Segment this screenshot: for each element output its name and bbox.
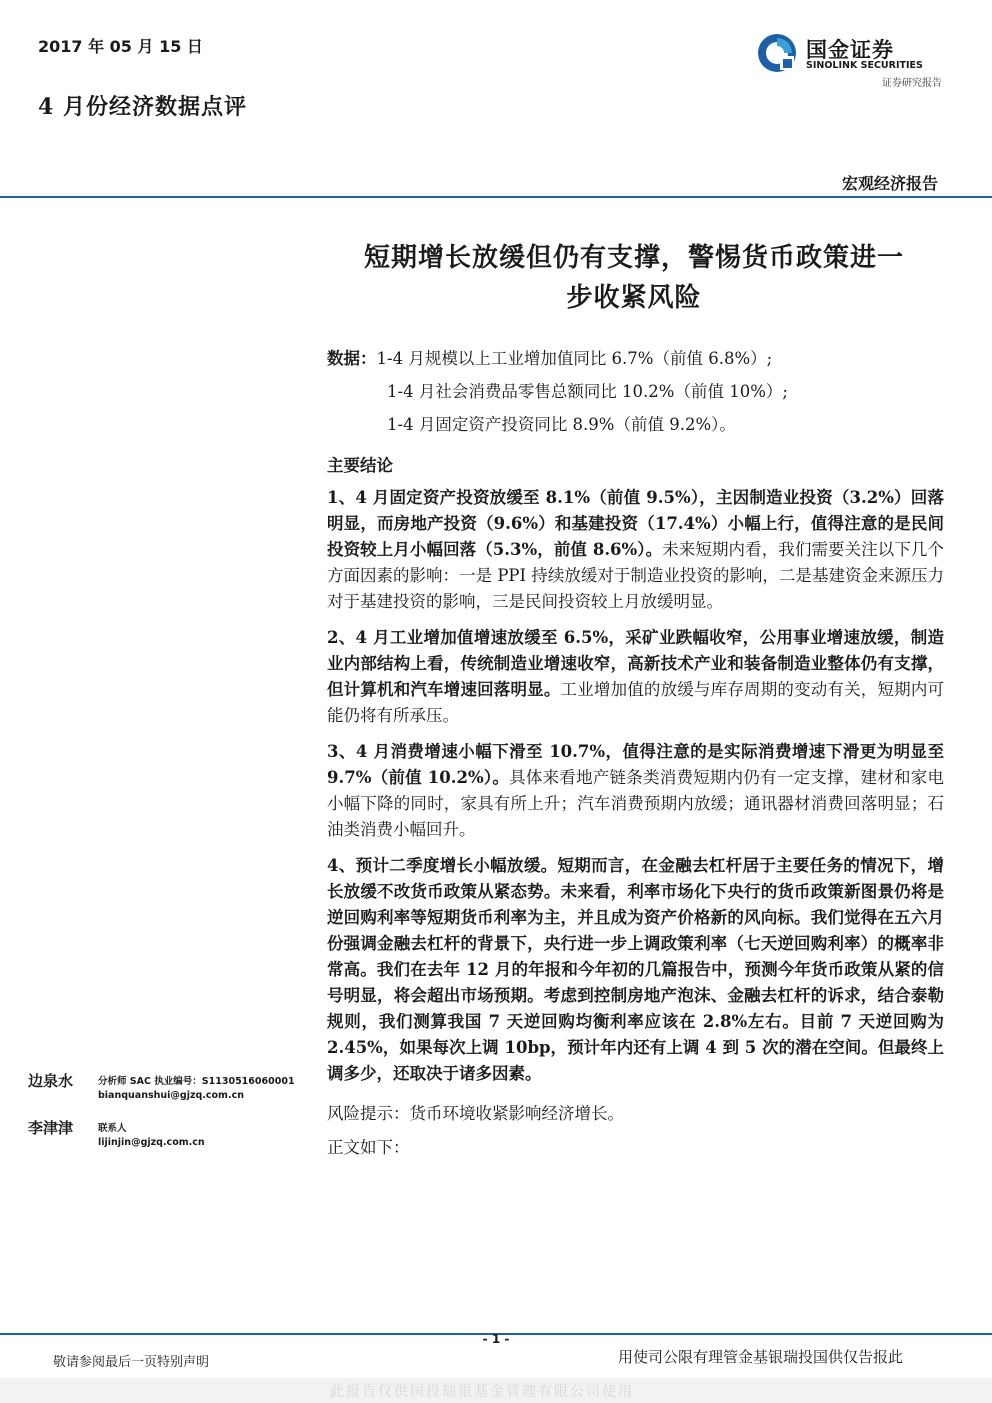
conclusion-key-point: 1、4 月固定资产投资放缓至 8.1%（前值 9.5%），主因制造业投资（3.2%）回落明显，而房地产投资（9.6%）和基建投资（17.4%）小幅上行，值得注意的是民间投资较上月小幅回落（5.3%，前值 8.6%）。 <box>327 488 944 559</box>
conclusion-detail: 工业增加值的放缓与库存周期的变动有关，短期内可能仍将有所承压。 <box>327 680 945 725</box>
conclusion-key-point: 4、预计二季度增长小幅放缓。短期而言，在金融去杠杆居于主要任务的情况下，增长放缓不改货币政策从紧态势。未来看，利率市场化下央行的货币政策新图景仍将是逆回购利率等短期货币利率为主，并且成为资产价格新的风向标。我们觉得在五六月份强调金融去杠杆的背景下，央行进一步上调政策利率（七天逆回购利率）的概率非常高。我们在去年 12 月的年报和今年初的几篇报告中，预测今年货币政策从紧的信号明显，将会超出市场预期。考虑到控制房地产泡沫、金融去杠杆的诉求，结合泰勒规则，我们测算我国 7 天逆回购均衡利率应该在 2.8%左右。目前 7 天逆回购为 2.45%，如果每次上调 10bp，预计年内还有上调 4 到 5 次的潜在空间。但最终上调多少，还取决于诸多因素。 <box>327 856 944 1083</box>
data-line: 1-4 月固定资产投资同比 8.9%（前值 9.2%）。 <box>387 415 736 434</box>
conclusion-key-point: 3、4 月消费增速小幅下滑至 10.7%，值得注意的是实际消费增速下滑更为明显至 9.7%（前值 10.2%）。 <box>327 742 944 787</box>
footer-disclaimer: 敬请参阅最后一页特别声明 <box>53 1355 210 1370</box>
body-intro: 正文如下： <box>327 1138 410 1157</box>
conclusion-paragraph <box>327 853 944 1087</box>
main-title-line-2: 步收紧风险 <box>566 283 702 313</box>
conclusion-paragraph <box>327 485 944 615</box>
main-title-line-1: 短期增长放缓但仍有支撑，警惕货币政策进一 <box>363 243 904 273</box>
logo-name-en: SINOLINK SECURITIES <box>806 60 923 71</box>
sinolink-logo-icon <box>756 32 798 74</box>
main-title <box>326 238 942 318</box>
data-value: 1-4 月规模以上工业增加值同比 6.7%（前值 6.8%）; <box>376 349 773 368</box>
conclusion-paragraph <box>327 625 944 729</box>
analyst-list <box>28 1070 318 1164</box>
analyst-name: 边泉水 <box>28 1072 74 1090</box>
report-date: 2017 年 05 月 15 日 <box>38 37 203 56</box>
analyst-info <box>98 1075 295 1103</box>
data-label: 数据： <box>327 349 377 368</box>
conclusion-paragraph <box>327 739 944 843</box>
conclusion-key-point: 2、4 月工业增加值增速放缓至 6.5%，采矿业跌幅收窄，公用事业增速放缓，制造业内部结构上看，传统制造业增速收窄，高新技术产业和装备制造业整体仍有支撑，但计算机和汽车增速回落明显。 <box>327 628 944 699</box>
analyst-email[interactable]: lijinjin@gjzq.com.cn <box>98 1137 205 1148</box>
data-line <box>327 346 944 379</box>
analyst-info <box>98 1122 205 1150</box>
analyst-credential: 联系人 <box>98 1123 127 1134</box>
page-number: - 1 - <box>482 1332 510 1346</box>
data-line: 1-4 月社会消费品零售总额同比 10.2%（前值 10%）; <box>387 382 788 401</box>
logo-name-cn: 国金证券 <box>806 38 894 62</box>
analyst-credential: 分析师 SAC 执业编号：S1130516060001 <box>98 1076 295 1087</box>
analyst-email[interactable]: bianquanshui@gjzq.com.cn <box>98 1090 244 1101</box>
footer-usage-note: 用使司公限有理管金基银瑞投国供仅告报此 <box>618 1348 904 1366</box>
footer-watermark: 此报告仅供国投瑞银基金管理有限公司使用 <box>330 1384 634 1400</box>
conclusion-detail: 具体来看地产链条类消费短期内仍有一定支撑，建材和家电小幅下降的同时，家具有所上升；汽车消费预期内放缓；通讯器材消费回落明显；石油类消费小幅回升。 <box>327 768 944 839</box>
logo-tagline: 证券研究报告 <box>882 78 942 89</box>
conclusion-detail: 未来短期内看，我们需要关注以下几个方面因素的影响：一是 PPI 持续放缓对于制造业投资的影响，二是基建资金来源压力对于基建投资的影响，三是民间投资较上月放缓明显。 <box>327 540 945 611</box>
analyst-name: 李津津 <box>28 1119 74 1137</box>
report-subtitle: 4 月份经济数据点评 <box>38 94 247 120</box>
header-divider <box>0 196 992 198</box>
analyst-entry <box>28 1070 318 1117</box>
analyst-entry <box>28 1117 318 1164</box>
conclusions-heading: 主要结论 <box>327 456 393 475</box>
summary-content <box>327 346 944 1165</box>
risk-note: 风险提示：货币环境收紧影响经济增长。 <box>327 1104 624 1123</box>
report-category: 宏观经济报告 <box>841 174 938 193</box>
company-logo <box>756 30 946 92</box>
